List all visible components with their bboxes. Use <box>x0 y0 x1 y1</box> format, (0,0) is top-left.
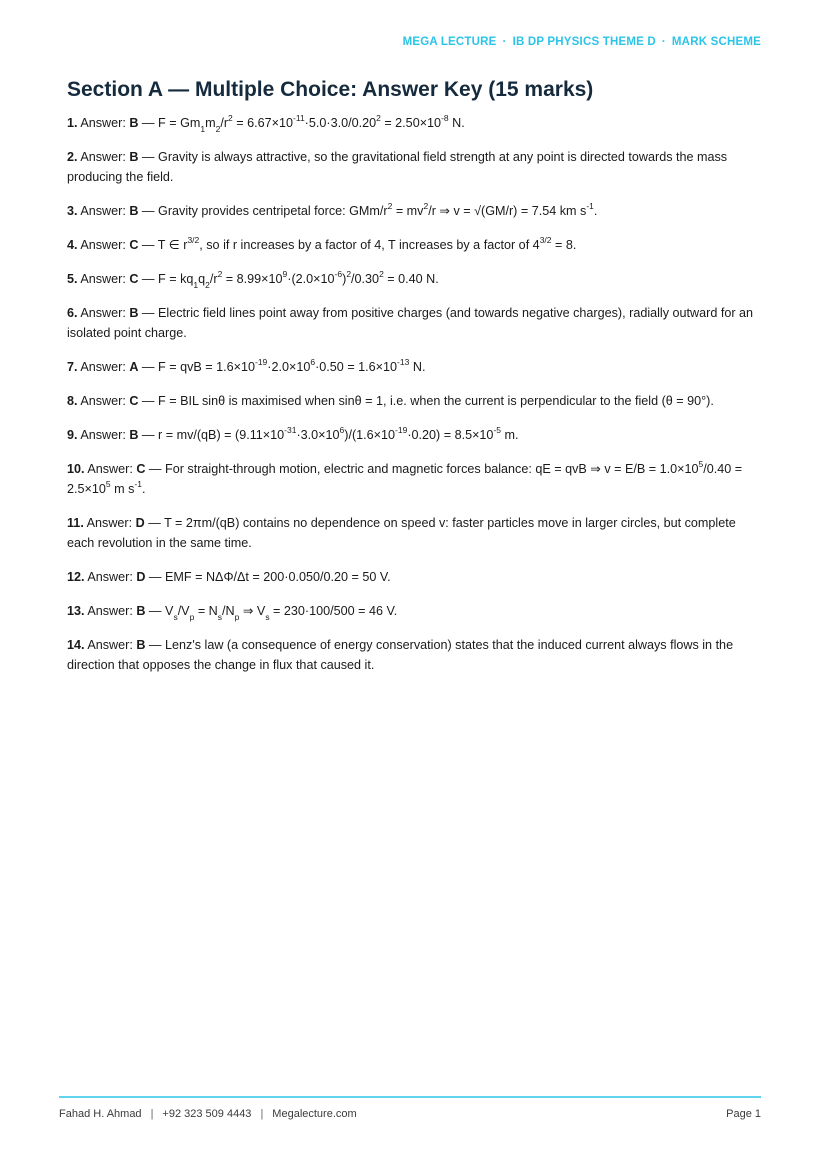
header-separator: · <box>502 36 507 48</box>
question-number: 3. <box>67 204 78 218</box>
answer-word: Answer: <box>87 638 133 652</box>
answer-item-6: 6. Answer: B — Electric field lines point away from positive charges (and towards negative charges), radially outward for an isolated point charge. <box>67 306 754 340</box>
header-separator: · <box>661 36 666 48</box>
answer-item-3: 3. Answer: B — Gravity provides centripetal force: GMm/$r^2 = mv^2/r$ ⇒ v = √(GM/r) = 7.54 km $s^{-1}$. <box>67 200 598 218</box>
answer-word: Answer: <box>80 428 126 442</box>
answer-letter: C <box>129 272 139 286</box>
answer-item-12: 12. Answer: D — EMF = NΔΦ/Δt = 200·0.050/0.20 = 50 V. <box>67 570 391 584</box>
answer-letter: B <box>136 638 146 652</box>
section-title: Section A — Multiple Choice: Answer Key (15 marks) <box>67 78 594 101</box>
footer-separator: | <box>260 1108 264 1120</box>
answer-item-10: 10. Answer: C — For straight-through motion, electric and magnetic forces balance: qE = qvB ⇒ $v = E/B = 1.0\times 10^5/0.40 = 2.5\times 10^5$ m $s^{-1}$. <box>67 458 743 496</box>
question-number: 8. <box>67 394 78 408</box>
answer-word: Answer: <box>80 116 126 130</box>
question-number: 14. <box>67 638 85 652</box>
answer-word: Answer: <box>80 150 126 164</box>
answer-letter: C <box>129 238 139 252</box>
question-number: 9. <box>67 428 78 442</box>
answer-word: Answer: <box>80 272 126 286</box>
question-number: 11. <box>67 516 84 530</box>
answer-item-9: 9. Answer: B — $r = mv/(qB) = (9.11\times 10^{-31}\cdot 3.0\times 10^6)/(1.6\times 10^{-19}\cdot 0.20) = 8.5\times 10^{-5}$ m. <box>67 424 519 442</box>
answer-letter: C <box>129 394 139 408</box>
answer-item-1: 1. Answer: B — $F = Gm_1m_2/r^2 = 6.67\times 10^{-11}\cdot 5.0\cdot 3.0/0.20^2 = 2.50\times 10^{-8}$ N. <box>67 112 465 134</box>
question-number: 12. <box>67 570 85 584</box>
question-number: 7. <box>67 360 78 374</box>
header-doc-type: MARK SCHEME <box>671 36 761 48</box>
answer-item-14: 14. Answer: B — Lenz's law (a consequence of energy conservation) states that the induced current always flows in the direction that opposes the change in flux that caused it. <box>67 638 734 672</box>
running-header <box>403 36 761 48</box>
header-course: IB DP PHYSICS THEME D <box>512 36 656 48</box>
answer-letter: D <box>135 516 145 530</box>
question-number: 6. <box>67 306 78 320</box>
footer-separator: | <box>150 1108 154 1120</box>
answer-word: Answer: <box>80 360 126 374</box>
answer-letter: D <box>136 570 146 584</box>
header-brand: MEGA LECTURE <box>402 36 497 48</box>
answer-word: Answer: <box>87 604 133 618</box>
answer-word: Answer: <box>86 516 133 530</box>
answer-word: Answer: <box>80 204 126 218</box>
answer-item-5: 5. Answer: C — $F = kq_1q_2/r^2 = 8.99\times 10^9\cdot(2.0\times 10^{-6})^2/0.30^2 = 0.40$ N. <box>67 268 439 290</box>
answer-word: Answer: <box>87 462 133 476</box>
answer-letter: B <box>129 150 139 164</box>
answer-letter: B <box>129 306 139 320</box>
answer-key-list <box>67 113 757 689</box>
question-number: 4. <box>67 238 78 252</box>
answer-item-7: 7. Answer: A — F = qvB = $1.6\times 10^{-19}\cdot 2.0\times 10^6\cdot 0.50 = 1.6\times 10^{-13}$ N. <box>67 356 426 374</box>
answer-letter: B <box>129 428 139 442</box>
answer-letter: C <box>136 462 146 476</box>
question-number: 13. <box>67 604 85 618</box>
question-number: 2. <box>67 150 78 164</box>
question-number: 5. <box>67 272 78 286</box>
answer-item-8: 8. Answer: C — F = BIL sinθ is maximised when sinθ = 1, i.e. when the current is perpendicular to the field (θ = 90°). <box>67 394 714 408</box>
answer-item-13: 13. Answer: B — $V_s/V_p = N_s/N_p$ ⇒ $V_s = 230\cdot 100/500 = 46$ V. <box>67 604 398 622</box>
page-number: Page 1 <box>726 1108 761 1120</box>
answer-word: Answer: <box>80 394 126 408</box>
question-number: 1. <box>67 116 78 130</box>
answer-item-4: 4. Answer: C — T ∈ $r^{3/2}$, so if r increases by a factor of 4, T increases by a factor of $4^{3/2} = 8$. <box>67 234 577 252</box>
answer-letter: B <box>129 116 139 130</box>
answer-word: Answer: <box>80 238 126 252</box>
footer-contact <box>59 1108 357 1120</box>
question-number: 10. <box>67 462 85 476</box>
footer-site: Megalecture.com <box>272 1108 357 1120</box>
answer-item-2: 2. Answer: B — Gravity is always attractive, so the gravitational field strength at any point is directed towards the mass producing the field. <box>67 150 728 184</box>
footer-phone: +92 323 509 4443 <box>162 1108 252 1120</box>
answer-letter: B <box>136 604 146 618</box>
answer-letter: A <box>129 360 139 374</box>
answer-letter: B <box>129 204 139 218</box>
footer-author: Fahad H. Ahmad <box>59 1108 142 1120</box>
answer-item-11: 11. Answer: D — T = 2πm/(qB) contains no dependence on speed v: faster particles move in larger circles, but complete each revolution in the same time. <box>67 516 736 550</box>
answer-word: Answer: <box>87 570 133 584</box>
footer-divider <box>59 1096 761 1098</box>
answer-word: Answer: <box>80 306 126 320</box>
